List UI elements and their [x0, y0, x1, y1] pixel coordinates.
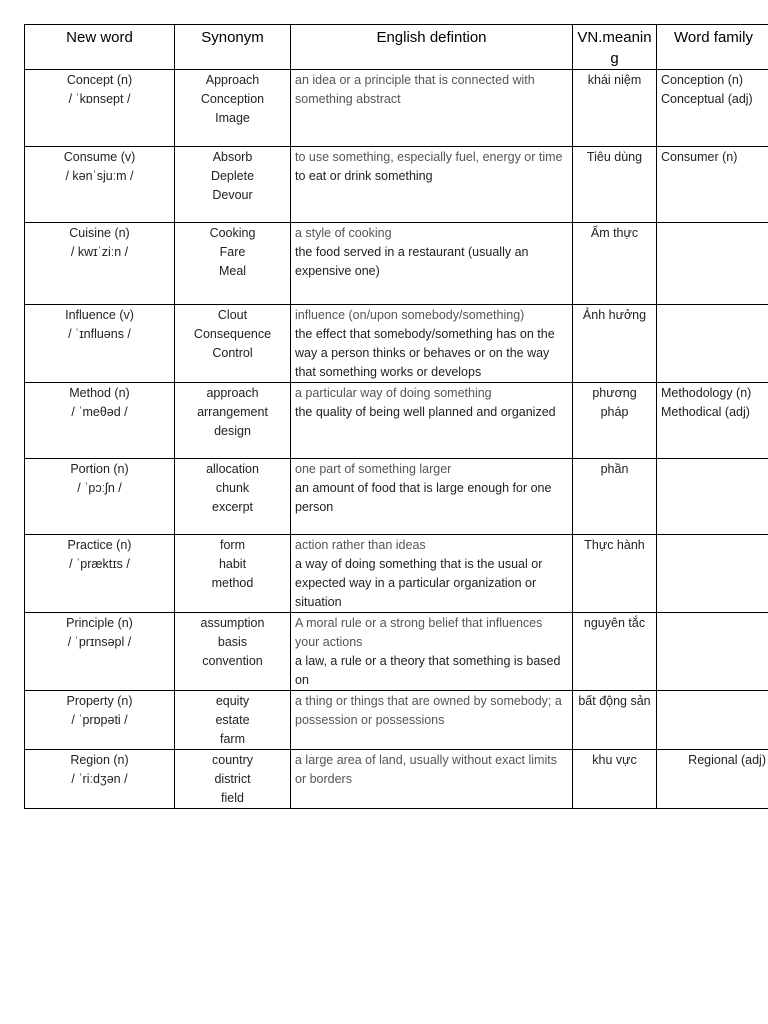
new-word-cell — [25, 459, 175, 535]
synonym-item: assumption — [200, 616, 265, 630]
new-word-cell — [25, 535, 175, 613]
synonym-item: Meal — [218, 264, 247, 278]
definition-cell — [291, 750, 573, 809]
table-row — [25, 70, 768, 147]
definition-text: a style of cooking — [295, 226, 392, 240]
word-family-cell — [657, 535, 768, 613]
definition-cell — [291, 383, 573, 459]
vn-meaning-text: phương pháp — [592, 386, 637, 419]
synonym-item: Clout — [217, 308, 248, 322]
synonym-item: field — [221, 791, 244, 805]
word-family-cell — [657, 691, 768, 750]
word-family-item: Methodical (adj) — [661, 405, 750, 419]
word-pronunciation: / ˈpræktɪs / — [69, 557, 130, 571]
definition-text: a law, a rule or a theory that something is based on — [295, 654, 561, 687]
definition-text: the effect that somebody/something has on the way a person thinks or behaves or on the way that something works or develops — [295, 327, 555, 379]
synonym-item: estate — [215, 713, 250, 727]
synonym-cell — [175, 613, 291, 691]
synonym-item: country — [212, 753, 253, 767]
table-row — [25, 383, 768, 459]
new-word-cell — [25, 70, 175, 147]
new-word-cell — [25, 691, 175, 750]
synonym-item: Fare — [219, 245, 246, 259]
table-row — [25, 305, 768, 383]
word-family-item: Conceptual (adj) — [661, 92, 753, 106]
word-pronunciation: / ˈkɒnsept / — [68, 92, 131, 106]
synonym-item: chunk — [215, 481, 250, 495]
word-family-item: Conception (n) — [661, 73, 743, 87]
synonym-item: Control — [212, 346, 253, 360]
synonym-cell — [175, 691, 291, 750]
definition-cell — [291, 459, 573, 535]
vn-meaning-text: Thực hành — [584, 538, 645, 552]
synonym-item: arrangement — [197, 405, 268, 419]
word-label: Cuisine (n) — [69, 226, 130, 240]
word-label: Principle (n) — [66, 616, 133, 630]
header-synonym: Synonym — [175, 25, 291, 70]
definition-text: to use something, especially fuel, energy or time — [295, 150, 563, 164]
vn-meaning-cell — [573, 305, 657, 383]
definition-text: action rather than ideas — [295, 538, 426, 552]
table-row — [25, 613, 768, 691]
word-label: Method (n) — [69, 386, 130, 400]
header-vn-meaning: VN.meaning — [573, 25, 657, 70]
definition-text: influence (on/upon somebody/something) — [295, 308, 525, 322]
definition-text: a thing or things that are owned by somebody; a possession or possessions — [295, 694, 562, 727]
definition-text: a particular way of doing something — [295, 386, 492, 400]
synonym-cell — [175, 147, 291, 223]
vn-meaning-cell — [573, 223, 657, 305]
header-row — [25, 25, 768, 70]
synonym-item: Absorb — [212, 150, 253, 164]
word-family-cell — [657, 70, 768, 147]
word-family-cell — [657, 613, 768, 691]
vn-meaning-text: Ẩm thực — [590, 226, 639, 240]
vn-meaning-cell — [573, 613, 657, 691]
definition-text: the food served in a restaurant (usually an expensive one) — [295, 245, 529, 278]
vn-meaning-cell — [573, 459, 657, 535]
word-pronunciation: / ˈprɒpəti / — [71, 713, 128, 727]
definition-cell — [291, 691, 573, 750]
synonym-cell — [175, 305, 291, 383]
synonym-item: basis — [217, 635, 248, 649]
vn-meaning-text: nguyên tắc — [583, 616, 646, 630]
synonym-cell — [175, 750, 291, 809]
word-label: Property (n) — [66, 694, 133, 708]
synonym-cell — [175, 223, 291, 305]
synonym-item: Cooking — [209, 226, 256, 240]
vn-meaning-cell — [573, 70, 657, 147]
definition-cell — [291, 223, 573, 305]
definition-text: an amount of food that is large enough for one person — [295, 481, 552, 514]
table-row — [25, 459, 768, 535]
word-label: Consume (v) — [63, 150, 136, 164]
word-pronunciation: / ˈriːdʒən / — [71, 772, 128, 786]
vn-meaning-text: khái niệm — [587, 73, 642, 87]
synonym-item: Approach — [205, 73, 260, 87]
vn-meaning-cell — [573, 750, 657, 809]
word-family-cell — [657, 459, 768, 535]
table-row — [25, 147, 768, 223]
synonym-item: convention — [202, 654, 263, 668]
synonym-item: approach — [206, 386, 259, 400]
definition-text: an idea or a principle that is connected with something abstract — [295, 73, 535, 106]
definition-text: one part of something larger — [295, 462, 452, 476]
vn-meaning-text: phần — [600, 462, 629, 476]
vn-meaning-text: bất động sản — [578, 694, 651, 708]
new-word-cell — [25, 613, 175, 691]
vn-meaning-text: Tiêu dùng — [586, 150, 643, 164]
synonym-cell — [175, 383, 291, 459]
definition-cell — [291, 613, 573, 691]
definition-text: A moral rule or a strong belief that influences your actions — [295, 616, 543, 649]
definition-text: to eat or drink something — [295, 169, 433, 183]
synonym-item: habit — [218, 557, 247, 571]
new-word-cell — [25, 223, 175, 305]
word-label: Concept (n) — [66, 73, 133, 87]
synonym-item: Image — [215, 111, 250, 125]
word-family-cell — [657, 750, 768, 809]
synonym-item: Conception — [200, 92, 265, 106]
word-label: Region (n) — [70, 753, 129, 767]
word-family-item: Regional (adj) — [688, 753, 766, 767]
word-family-cell — [657, 305, 768, 383]
new-word-cell — [25, 383, 175, 459]
word-label: Practice (n) — [67, 538, 132, 552]
new-word-cell — [25, 147, 175, 223]
vn-meaning-cell — [573, 147, 657, 223]
definition-text: a large area of land, usually without exact limits or borders — [295, 753, 557, 786]
vn-meaning-text: khu vực — [592, 753, 637, 767]
word-family-cell — [657, 383, 768, 459]
synonym-item: method — [211, 576, 254, 590]
word-pronunciation: / ˈɪnfluəns / — [68, 327, 131, 341]
synonym-cell — [175, 70, 291, 147]
word-label: Portion (n) — [70, 462, 129, 476]
header-word-family: Word family — [657, 25, 768, 70]
definition-cell — [291, 147, 573, 223]
synonym-item: farm — [220, 732, 245, 746]
word-family-item: Methodology (n) — [661, 386, 752, 400]
word-family-item: Consumer (n) — [661, 150, 738, 164]
synonym-cell — [175, 535, 291, 613]
word-pronunciation: / ˈmeθəd / — [71, 405, 128, 419]
vn-meaning-cell — [573, 535, 657, 613]
vocabulary-table — [24, 24, 768, 809]
synonym-item: allocation — [206, 462, 259, 476]
definition-cell — [291, 535, 573, 613]
table-row — [25, 223, 768, 305]
word-pronunciation: / kwɪˈziːn / — [70, 245, 129, 259]
synonym-item: design — [214, 424, 251, 438]
table-row — [25, 535, 768, 613]
word-family-cell — [657, 147, 768, 223]
word-family-cell — [657, 223, 768, 305]
synonym-item: Deplete — [210, 169, 255, 183]
new-word-cell — [25, 750, 175, 809]
definition-cell — [291, 70, 573, 147]
definition-cell — [291, 305, 573, 383]
synonym-item: excerpt — [212, 500, 253, 514]
table-row — [25, 750, 768, 809]
word-label: Influence (v) — [65, 308, 134, 322]
word-pronunciation: / ˈpɔːʃn / — [77, 481, 122, 495]
synonym-item: equity — [215, 694, 250, 708]
vn-meaning-text: Ảnh hưởng — [582, 308, 647, 322]
vn-meaning-cell — [573, 383, 657, 459]
table-row — [25, 691, 768, 750]
word-pronunciation: / kənˈsjuːm / — [65, 169, 134, 183]
definition-text: the quality of being well planned and organized — [295, 405, 556, 419]
synonym-item: form — [220, 538, 245, 552]
synonym-item: Devour — [212, 188, 253, 202]
new-word-cell — [25, 305, 175, 383]
word-pronunciation: / ˈprɪnsəpl / — [67, 635, 132, 649]
header-new-word: New word — [25, 25, 175, 70]
synonym-cell — [175, 459, 291, 535]
synonym-item: district — [214, 772, 251, 786]
vn-meaning-cell — [573, 691, 657, 750]
definition-text: a way of doing something that is the usual or expected way in a particular organization or situation — [295, 557, 543, 609]
header-english-definition: English defintion — [291, 25, 573, 70]
synonym-item: Consequence — [193, 327, 272, 341]
